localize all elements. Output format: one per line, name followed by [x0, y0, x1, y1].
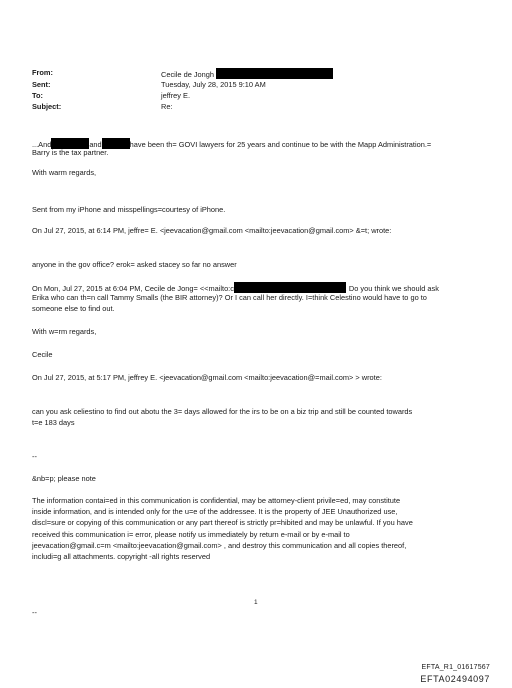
- body-line-12: On Jul 27, 2015, at 5:17 PM, jeffrey E. <jeevacation@gmail.com <mailto:jeevacation@=mail.com> > wrote:: [32, 373, 382, 382]
- disclaimer-line-2: inside information, and is intended only for the u=e of the addressee. It is the property of JEE Unauthorized use,: [32, 507, 398, 516]
- to-value: jeffrey E.: [161, 91, 191, 100]
- body-line-2: Barry is the tax partner.: [32, 148, 109, 157]
- disclaimer-line-5: jeevacation@gmail.c=m <mailto:jeevacation@gmail.com> , and destroy this communication and all copies thereof,: [32, 541, 407, 550]
- body-text: On Mon, Jul 27, 2015 at 6:04 PM, Cecile de Jong= <<mailto:c: [32, 284, 234, 293]
- body-text: Do you think we should ask: [348, 284, 439, 293]
- from-name: Cecile de Jongh: [161, 70, 215, 79]
- disclaimer-line-4: received this communication i= error, please notify us immediately by return e-mail or by e-mail to: [32, 530, 350, 539]
- bates-number-secondary: EFTA02494097: [420, 674, 490, 684]
- body-line-6: anyone in the gov office? erok= asked stacey so far no answer: [32, 260, 237, 269]
- body-line-11: Cecile: [32, 350, 53, 359]
- body-line-4: Sent from my iPhone and misspellings=courtesy of iPhone.: [32, 205, 226, 214]
- page-number: 1: [254, 599, 258, 606]
- disclaimer-line-1: The information contai=ed in this communication is confidential, may be attorney-client privile=ed, may constitute: [32, 496, 401, 505]
- from-value: [161, 68, 333, 80]
- body-line-16: &nb=p; please note: [32, 474, 96, 483]
- body-text: ...And: [32, 140, 52, 149]
- sent-value: Tuesday, July 28, 2015 9:10 AM: [161, 80, 266, 89]
- to-label: To:: [32, 91, 43, 100]
- body-text: and: [89, 140, 102, 149]
- disclaimer-line-3: discl=sure or copying of this communication or any part thereof is strictly pr=hibited and may be unlawful. If you have: [32, 518, 413, 527]
- body-line-14: t=e 183 days: [32, 418, 75, 427]
- body-line-13: can you ask celiestino to find out abotu the 3= days allowed for the irs to be on a biz trip and still be counted towards: [32, 407, 413, 416]
- body-text: have been th= GOVI lawyers for 25 years and continue to be with the Mapp Administration.=: [129, 140, 432, 149]
- body-line-8: Erika who can th=n call Tammy Smalls (the BIR attorney)? Or I can call her directly. I=think Celestino would have to go to: [32, 293, 427, 302]
- bates-number-primary: EFTA_R1_01617567: [421, 664, 490, 671]
- subject-label: Subject:: [32, 102, 62, 111]
- redaction-box: [234, 282, 346, 293]
- sent-label: Sent:: [32, 80, 51, 89]
- body-line-3: With warm regards,: [32, 168, 97, 177]
- body-line-23: --: [32, 608, 37, 617]
- subject-value: Re:: [161, 102, 173, 111]
- body-line-10: With w=rm regards,: [32, 327, 97, 336]
- body-line-15: --: [32, 452, 37, 461]
- body-line-9: someone else to find out.: [32, 304, 115, 313]
- from-label: From:: [32, 68, 53, 77]
- body-line-5: On Jul 27, 2015, at 6:14 PM, jeffre= E. <jeevacation@gmail.com <mailto:jeevacation@gmail.com> &=t; wrote:: [32, 226, 392, 235]
- redaction-box: [216, 68, 333, 79]
- disclaimer-line-6: includi=g all attachments. copyright -all rights reserved: [32, 552, 211, 561]
